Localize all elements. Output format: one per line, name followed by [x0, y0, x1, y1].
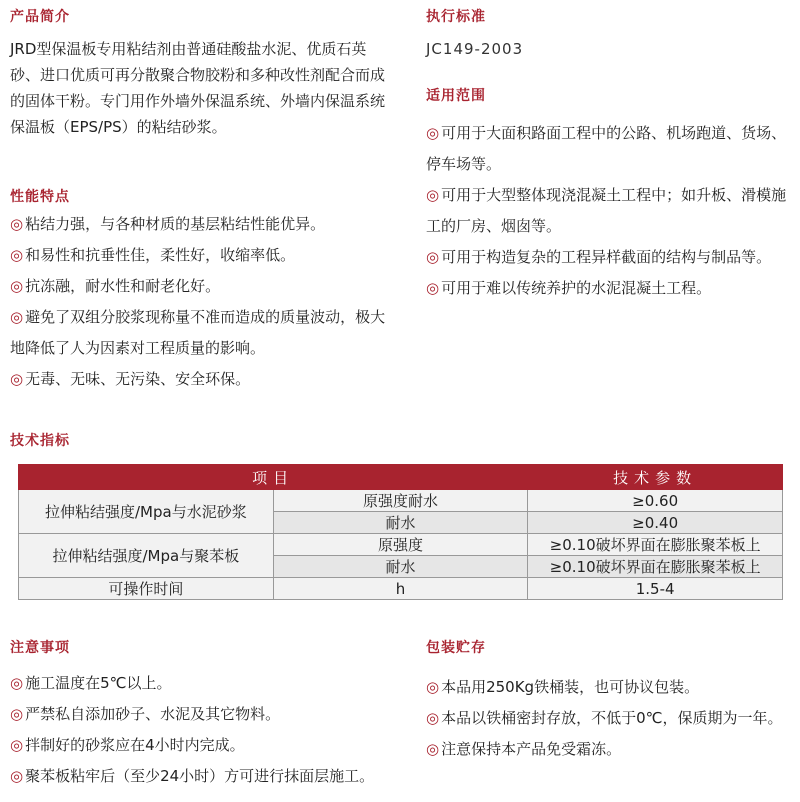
list-item: ◎ 无毒、无味、无污染、安全环保。	[10, 370, 251, 388]
list-item: ◎ 本品以铁桶密封存放，不低于0℃，保质期为一年。	[426, 709, 783, 727]
header-item: 项目	[19, 465, 528, 490]
list-item: ◎ 和易性和抗垂性佳，柔性好，收缩率低。	[10, 246, 296, 264]
list-item: ◎ 避免了双组分胶浆现称量不准而造成的质量波动，极大地降低了人为因素对工程质量的影响。	[10, 308, 386, 357]
bullet-icon: ◎	[10, 370, 24, 388]
notes-list	[10, 668, 405, 792]
bullet-icon: ◎	[426, 124, 440, 142]
bullet-icon: ◎	[10, 674, 24, 692]
table-row	[19, 534, 783, 556]
row-sub: 耐水	[273, 512, 528, 534]
bullet-icon: ◎	[426, 740, 440, 758]
bullet-icon: ◎	[10, 246, 24, 264]
row-sub: 原强度耐水	[273, 490, 528, 512]
header-param: 技术参数	[528, 465, 783, 490]
list-item: ◎ 可用于构造复杂的工程异样截面的结构与制品等。	[426, 248, 772, 266]
notes-heading: 注意事项	[10, 640, 70, 656]
features-heading: 性能特点	[10, 189, 70, 205]
packing-heading: 包装贮存	[426, 640, 486, 656]
bullet-icon: ◎	[426, 186, 440, 204]
packing-list	[426, 672, 798, 765]
bullet-icon: ◎	[426, 678, 440, 696]
tech-table	[18, 464, 783, 600]
row-item: 拉伸粘结强度/Mpa与聚苯板	[19, 534, 274, 578]
intro-heading: 产品简介	[10, 9, 70, 25]
row-item: 可操作时间	[19, 578, 274, 600]
row-value: ≥0.10破坏界面在膨胀聚苯板上	[528, 534, 783, 556]
list-item: ◎ 可用于大面积路面工程中的公路、机场跑道、货场、停车场等。	[426, 124, 787, 173]
row-sub: h	[273, 578, 528, 600]
bullet-icon: ◎	[10, 215, 24, 233]
list-item: ◎ 拌制好的砂浆应在4小时内完成。	[10, 736, 245, 754]
list-item: ◎ 可用于大型整体现浇混凝土工程中；如升板、滑模施工的厂房、烟囱等。	[426, 186, 787, 235]
row-item: 拉伸粘结强度/Mpa与水泥砂浆	[19, 490, 274, 534]
bullet-icon: ◎	[426, 709, 440, 727]
intro-text: JRD型保温板专用粘结剂由普通硅酸盐水泥、优质石英砂、进口优质可再分散聚合物胶粉和多种改性剂配合而成的固体干粉。专门用作外墙外保温系统、外墙内保温系统保温板（EPS/PS）的粘结砂浆。	[10, 40, 386, 136]
row-sub: 原强度	[273, 534, 528, 556]
table-row	[19, 490, 783, 512]
bullet-icon: ◎	[10, 736, 24, 754]
row-value: 1.5-4	[528, 578, 783, 600]
bullet-icon: ◎	[10, 767, 24, 785]
bullet-icon: ◎	[10, 705, 24, 723]
list-item: ◎ 注意保持本产品免受霜冻。	[426, 740, 622, 758]
standard-heading: 执行标准	[426, 9, 486, 25]
row-value: ≥0.60	[528, 490, 783, 512]
table-header-row	[19, 465, 783, 490]
scope-heading: 适用范围	[426, 88, 486, 104]
list-item: ◎ 施工温度在5℃以上。	[10, 674, 172, 692]
list-item: ◎ 严禁私自添加砂子、水泥及其它物料。	[10, 705, 281, 723]
row-sub: 耐水	[273, 556, 528, 578]
scope-list	[426, 118, 798, 304]
bullet-icon: ◎	[10, 308, 24, 326]
bullet-icon: ◎	[426, 248, 440, 266]
bullet-icon: ◎	[426, 279, 440, 297]
features-list	[10, 209, 395, 395]
list-item: ◎ 粘结力强，与各种材质的基层粘结性能优异。	[10, 215, 326, 233]
bullet-icon: ◎	[10, 277, 24, 295]
table-row	[19, 578, 783, 600]
list-item: ◎ 本品用250Kg铁桶装，也可协议包装。	[426, 678, 700, 696]
list-item: ◎ 聚苯板粘牢后（至少24小时）方可进行抹面层施工。	[10, 767, 375, 785]
row-value: ≥0.40	[528, 512, 783, 534]
row-value: ≥0.10破坏界面在膨胀聚苯板上	[528, 556, 783, 578]
standard-value: JC149-2003	[426, 40, 524, 58]
list-item: ◎ 可用于难以传统养护的水泥混凝土工程。	[426, 279, 712, 297]
list-item: ◎ 抗冻融，耐水性和耐老化好。	[10, 277, 221, 295]
tech-heading: 技术指标	[10, 433, 70, 449]
